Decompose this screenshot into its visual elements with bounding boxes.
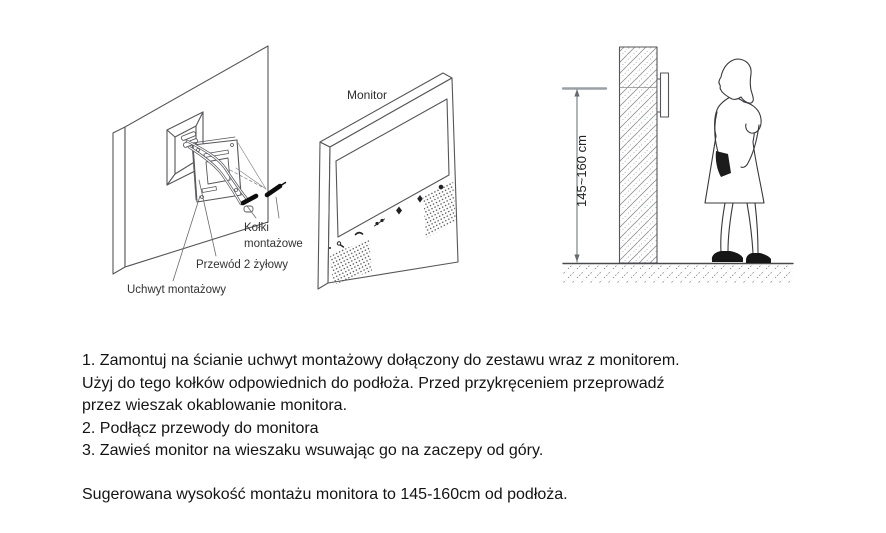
wall-section <box>620 47 658 263</box>
instruction-step-2: 2. Podłącz przewody do monitora <box>82 419 319 437</box>
person-front-leg <box>721 203 725 252</box>
wall-side-face <box>113 127 125 274</box>
person-front-leg <box>728 203 733 251</box>
label-kolki-line1: Kołki <box>244 222 269 234</box>
leader-kolki <box>276 197 279 218</box>
label-kolki-line2: montażowe <box>244 238 303 250</box>
person-head <box>719 59 753 103</box>
person-shoe <box>712 251 743 262</box>
label-przewod: Przewód 2 żyłowy <box>196 259 289 271</box>
label-uchwyt: Uchwyt montażowy <box>127 284 227 296</box>
suggested-height-note: Sugerowana wysokość montażu monitora to 145-160cm od podłoża. <box>82 485 568 503</box>
instruction-step-1: 1. Zamontuj na ścianie uchwyt montażowy dołączony do zestawu wraz z monitorem. <box>82 352 680 369</box>
figure-mounting-height <box>563 47 793 284</box>
height-dimension-label: 145~160 cm <box>574 135 589 207</box>
wall-mounted-monitor <box>657 73 669 117</box>
monitor-button-icon <box>439 185 444 190</box>
person-shoe <box>746 253 771 263</box>
instructions-block <box>82 350 680 506</box>
ground-hatching <box>563 265 793 284</box>
led-indicator <box>329 247 331 249</box>
person-back-leg <box>747 203 753 253</box>
person-figure <box>705 59 771 263</box>
person-back-leg <box>755 203 758 253</box>
figure-monitor <box>318 73 458 289</box>
mounting-pin-icon <box>267 186 280 195</box>
instruction-step-1-cont: Użyj do tego kołków odpowiednich do podłoża. Przed przykręceniem przeprowadź <box>82 374 665 392</box>
instruction-step-3: 3. Zawieś monitor na wieszaku wsuwając go na zaczepy od góry. <box>82 442 544 459</box>
instruction-step-1-cont: przez wieszak okablowanie monitora. <box>82 397 348 414</box>
monitor-figure-title: Monitor <box>347 88 388 102</box>
figure-wall-bracket <box>113 46 303 296</box>
